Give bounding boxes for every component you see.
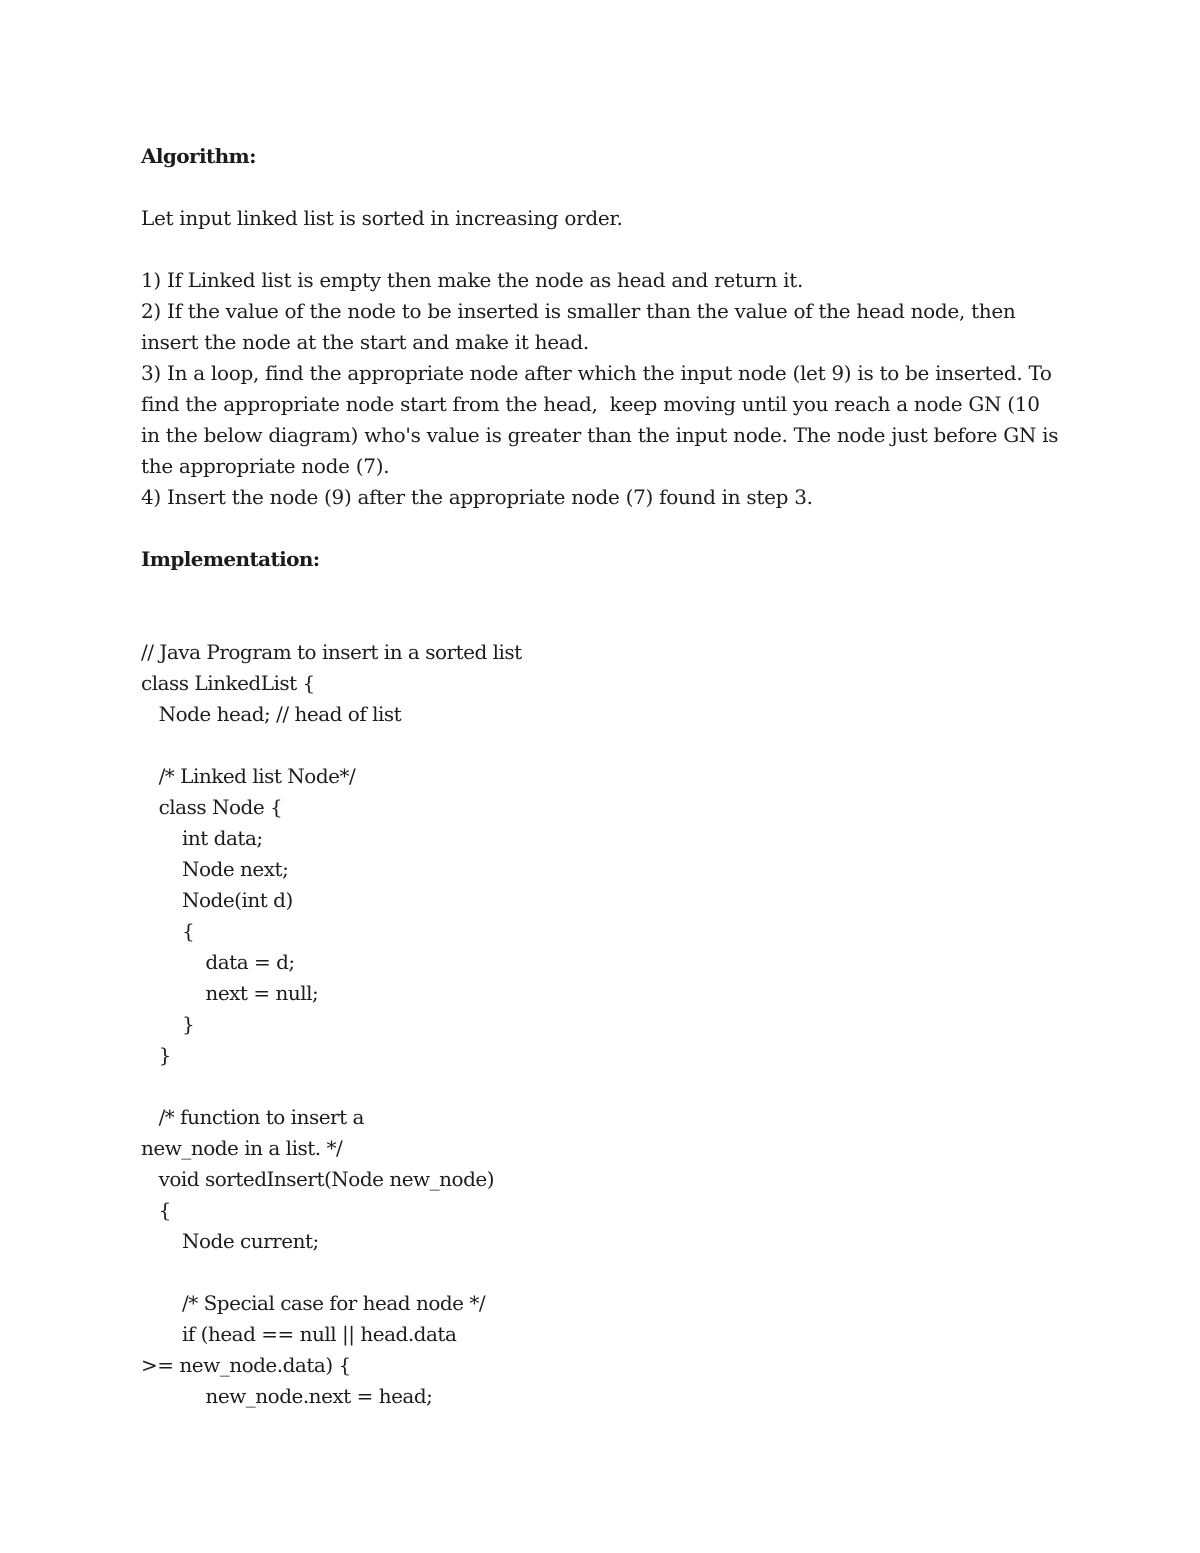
code-line: [141, 1071, 1071, 1102]
algorithm-step-line: 4) Insert the node (9) after the appropriate node (7) found in step 3.: [141, 485, 813, 509]
algorithm-heading: Algorithm:: [141, 144, 256, 168]
code-line: Node head; // head of list: [141, 702, 402, 726]
code-line: {: [141, 919, 195, 943]
spacer: [141, 513, 1071, 544]
code-line: data = d;: [141, 950, 295, 974]
code-line: [141, 730, 1071, 761]
code-line: new_node in a list. */: [141, 1136, 343, 1160]
code-line: {: [141, 1198, 171, 1222]
code-line: // Java Program to insert in a sorted list: [141, 640, 522, 664]
algorithm-step-line: find the appropriate node start from the head, keep moving until you reach a node GN (10: [141, 392, 1040, 416]
code-line: /* Special case for head node */: [141, 1291, 486, 1315]
code-line: Node current;: [141, 1229, 319, 1253]
code-line: }: [141, 1043, 171, 1067]
implementation-heading: Implementation:: [141, 547, 320, 571]
algorithm-step-line: the appropriate node (7).: [141, 454, 390, 478]
code-line: void sortedInsert(Node new_node): [141, 1167, 495, 1191]
algorithm-step-line: 3) In a loop, find the appropriate node after which the input node (let 9) is to be inserted. To: [141, 361, 1052, 385]
algorithm-intro: Let input linked list is sorted in increasing order.: [141, 206, 623, 230]
code-line: int data;: [141, 826, 263, 850]
code-line: if (head == null || head.data: [141, 1322, 457, 1346]
algorithm-step-line: 1) If Linked list is empty then make the node as head and return it.: [141, 268, 804, 292]
code-block: [141, 637, 1071, 1412]
code-line: }: [141, 1012, 195, 1036]
code-line: /* function to insert a: [141, 1105, 364, 1129]
code-line: next = null;: [141, 981, 319, 1005]
code-line: [141, 1257, 1071, 1288]
algorithm-step-line: 2) If the value of the node to be inserted is smaller than the value of the head node, then: [141, 299, 1016, 323]
algorithm-step-line: in the below diagram) who's value is greater than the input node. The node just before GN is: [141, 423, 1059, 447]
code-line: Node(int d): [141, 888, 293, 912]
code-line: /* Linked list Node*/: [141, 764, 356, 788]
code-line: Node next;: [141, 857, 289, 881]
document-content: [141, 141, 1071, 1412]
algorithm-step-line: insert the node at the start and make it head.: [141, 330, 589, 354]
code-line: >= new_node.data) {: [141, 1353, 351, 1377]
code-line: new_node.next = head;: [141, 1384, 433, 1408]
code-line: class LinkedList {: [141, 671, 315, 695]
spacer: [141, 575, 1071, 637]
code-line: class Node {: [141, 795, 283, 819]
algorithm-steps: [141, 265, 1071, 513]
spacer: [141, 234, 1071, 265]
spacer: [141, 172, 1071, 203]
